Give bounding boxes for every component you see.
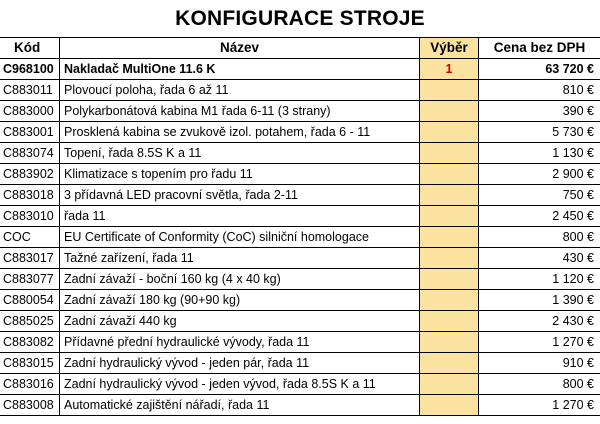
cell-code: C883016: [0, 374, 60, 395]
cell-select[interactable]: [420, 122, 479, 143]
cell-price: 1 270 €: [479, 332, 600, 353]
cell-select[interactable]: [420, 332, 479, 353]
cell-name: řada 11: [60, 206, 420, 227]
cell-name: Zadní závaží 180 kg (90+90 kg): [60, 290, 420, 311]
cell-price: 800 €: [479, 227, 600, 248]
cell-price: 390 €: [479, 101, 600, 122]
header-row: [0, 38, 600, 59]
cell-code: C883074: [0, 143, 60, 164]
cell-price: 910 €: [479, 353, 600, 374]
cell-price: 1 120 €: [479, 269, 600, 290]
cell-code: C883011: [0, 80, 60, 101]
cell-code: C883018: [0, 185, 60, 206]
cell-code: C883902: [0, 164, 60, 185]
table-row: [0, 206, 600, 227]
cell-select[interactable]: [420, 311, 479, 332]
cell-name: Nakladač MultiOne 11.6 K: [60, 59, 420, 80]
header-code: Kód: [0, 38, 60, 59]
cell-code: C883008: [0, 395, 60, 416]
cell-name: EU Certificate of Conformity (CoC) silniční homologace: [60, 227, 420, 248]
cell-name: Polykarbonátová kabina M1 řada 6-11 (3 strany): [60, 101, 420, 122]
cell-select[interactable]: [420, 248, 479, 269]
cell-select[interactable]: [420, 374, 479, 395]
cell-name: Prosklená kabina se zvukově izol. potahem, řada 6 - 11: [60, 122, 420, 143]
configuration-table: [0, 37, 600, 416]
cell-select[interactable]: [420, 80, 479, 101]
cell-name: Zadní hydraulický vývod - jeden vývod, řada 8.5S K a 11: [60, 374, 420, 395]
cell-code: C883010: [0, 206, 60, 227]
cell-select[interactable]: [420, 185, 479, 206]
cell-select[interactable]: [420, 143, 479, 164]
table-row: [0, 101, 600, 122]
cell-code: C883000: [0, 101, 60, 122]
cell-code: C883077: [0, 269, 60, 290]
table-row: [0, 80, 600, 101]
cell-name: 3 přídavná LED pracovní světla, řada 2-11: [60, 185, 420, 206]
cell-price: 5 730 €: [479, 122, 600, 143]
table-row: [0, 332, 600, 353]
cell-select[interactable]: [420, 164, 479, 185]
cell-price: 1 390 €: [479, 290, 600, 311]
cell-code: C968100: [0, 59, 60, 80]
cell-name: Zadní závaží 440 kg: [60, 311, 420, 332]
cell-select[interactable]: [420, 206, 479, 227]
header-select: Výběr: [420, 38, 479, 59]
cell-select[interactable]: [420, 290, 479, 311]
cell-code: COC: [0, 227, 60, 248]
cell-select[interactable]: [420, 101, 479, 122]
cell-code: C880054: [0, 290, 60, 311]
sheet-title: KONFIGURACE STROJE: [0, 0, 600, 38]
cell-price: 800 €: [479, 374, 600, 395]
cell-code: C883082: [0, 332, 60, 353]
cell-name: Topení, řada 8.5S K a 11: [60, 143, 420, 164]
cell-name: Automatické zajištění nářadí, řada 11: [60, 395, 420, 416]
cell-price: 2 450 €: [479, 206, 600, 227]
table-row: [0, 248, 600, 269]
table-row: [0, 143, 600, 164]
cell-name: Přídavné přední hydraulické vývody, řada 11: [60, 332, 420, 353]
cell-select[interactable]: 1: [420, 59, 479, 80]
cell-name: Klimatizace s topením pro řadu 11: [60, 164, 420, 185]
table-row: [0, 311, 600, 332]
table-row: [0, 164, 600, 185]
table-row: [0, 122, 600, 143]
cell-select[interactable]: [420, 269, 479, 290]
cell-select[interactable]: [420, 353, 479, 374]
cell-select[interactable]: [420, 227, 479, 248]
cell-code: C883017: [0, 248, 60, 269]
cell-price: 2 430 €: [479, 311, 600, 332]
header-price: Cena bez DPH: [479, 38, 600, 59]
cell-price: 63 720 €: [479, 59, 600, 80]
cell-price: 430 €: [479, 248, 600, 269]
table-row: [0, 290, 600, 311]
cell-select[interactable]: [420, 395, 479, 416]
cell-code: C883015: [0, 353, 60, 374]
cell-name: Tažné zařízení, řada 11: [60, 248, 420, 269]
cell-name: Zadní hydraulický vývod - jeden pár, řada 11: [60, 353, 420, 374]
table-row: [0, 395, 600, 416]
table-row: [0, 185, 600, 206]
table-row: [0, 269, 600, 290]
table-row: [0, 227, 600, 248]
table-row: [0, 374, 600, 395]
cell-price: 2 900 €: [479, 164, 600, 185]
cell-price: 1 130 €: [479, 143, 600, 164]
cell-price: 750 €: [479, 185, 600, 206]
main-row: [0, 59, 600, 80]
cell-name: Plovoucí poloha, řada 6 až 11: [60, 80, 420, 101]
cell-code: C883001: [0, 122, 60, 143]
cell-code: C885025: [0, 311, 60, 332]
cell-name: Zadní závaží - boční 160 kg (4 x 40 kg): [60, 269, 420, 290]
header-name: Název: [60, 38, 420, 59]
cell-price: 1 270 €: [479, 395, 600, 416]
cell-price: 810 €: [479, 80, 600, 101]
table-row: [0, 353, 600, 374]
